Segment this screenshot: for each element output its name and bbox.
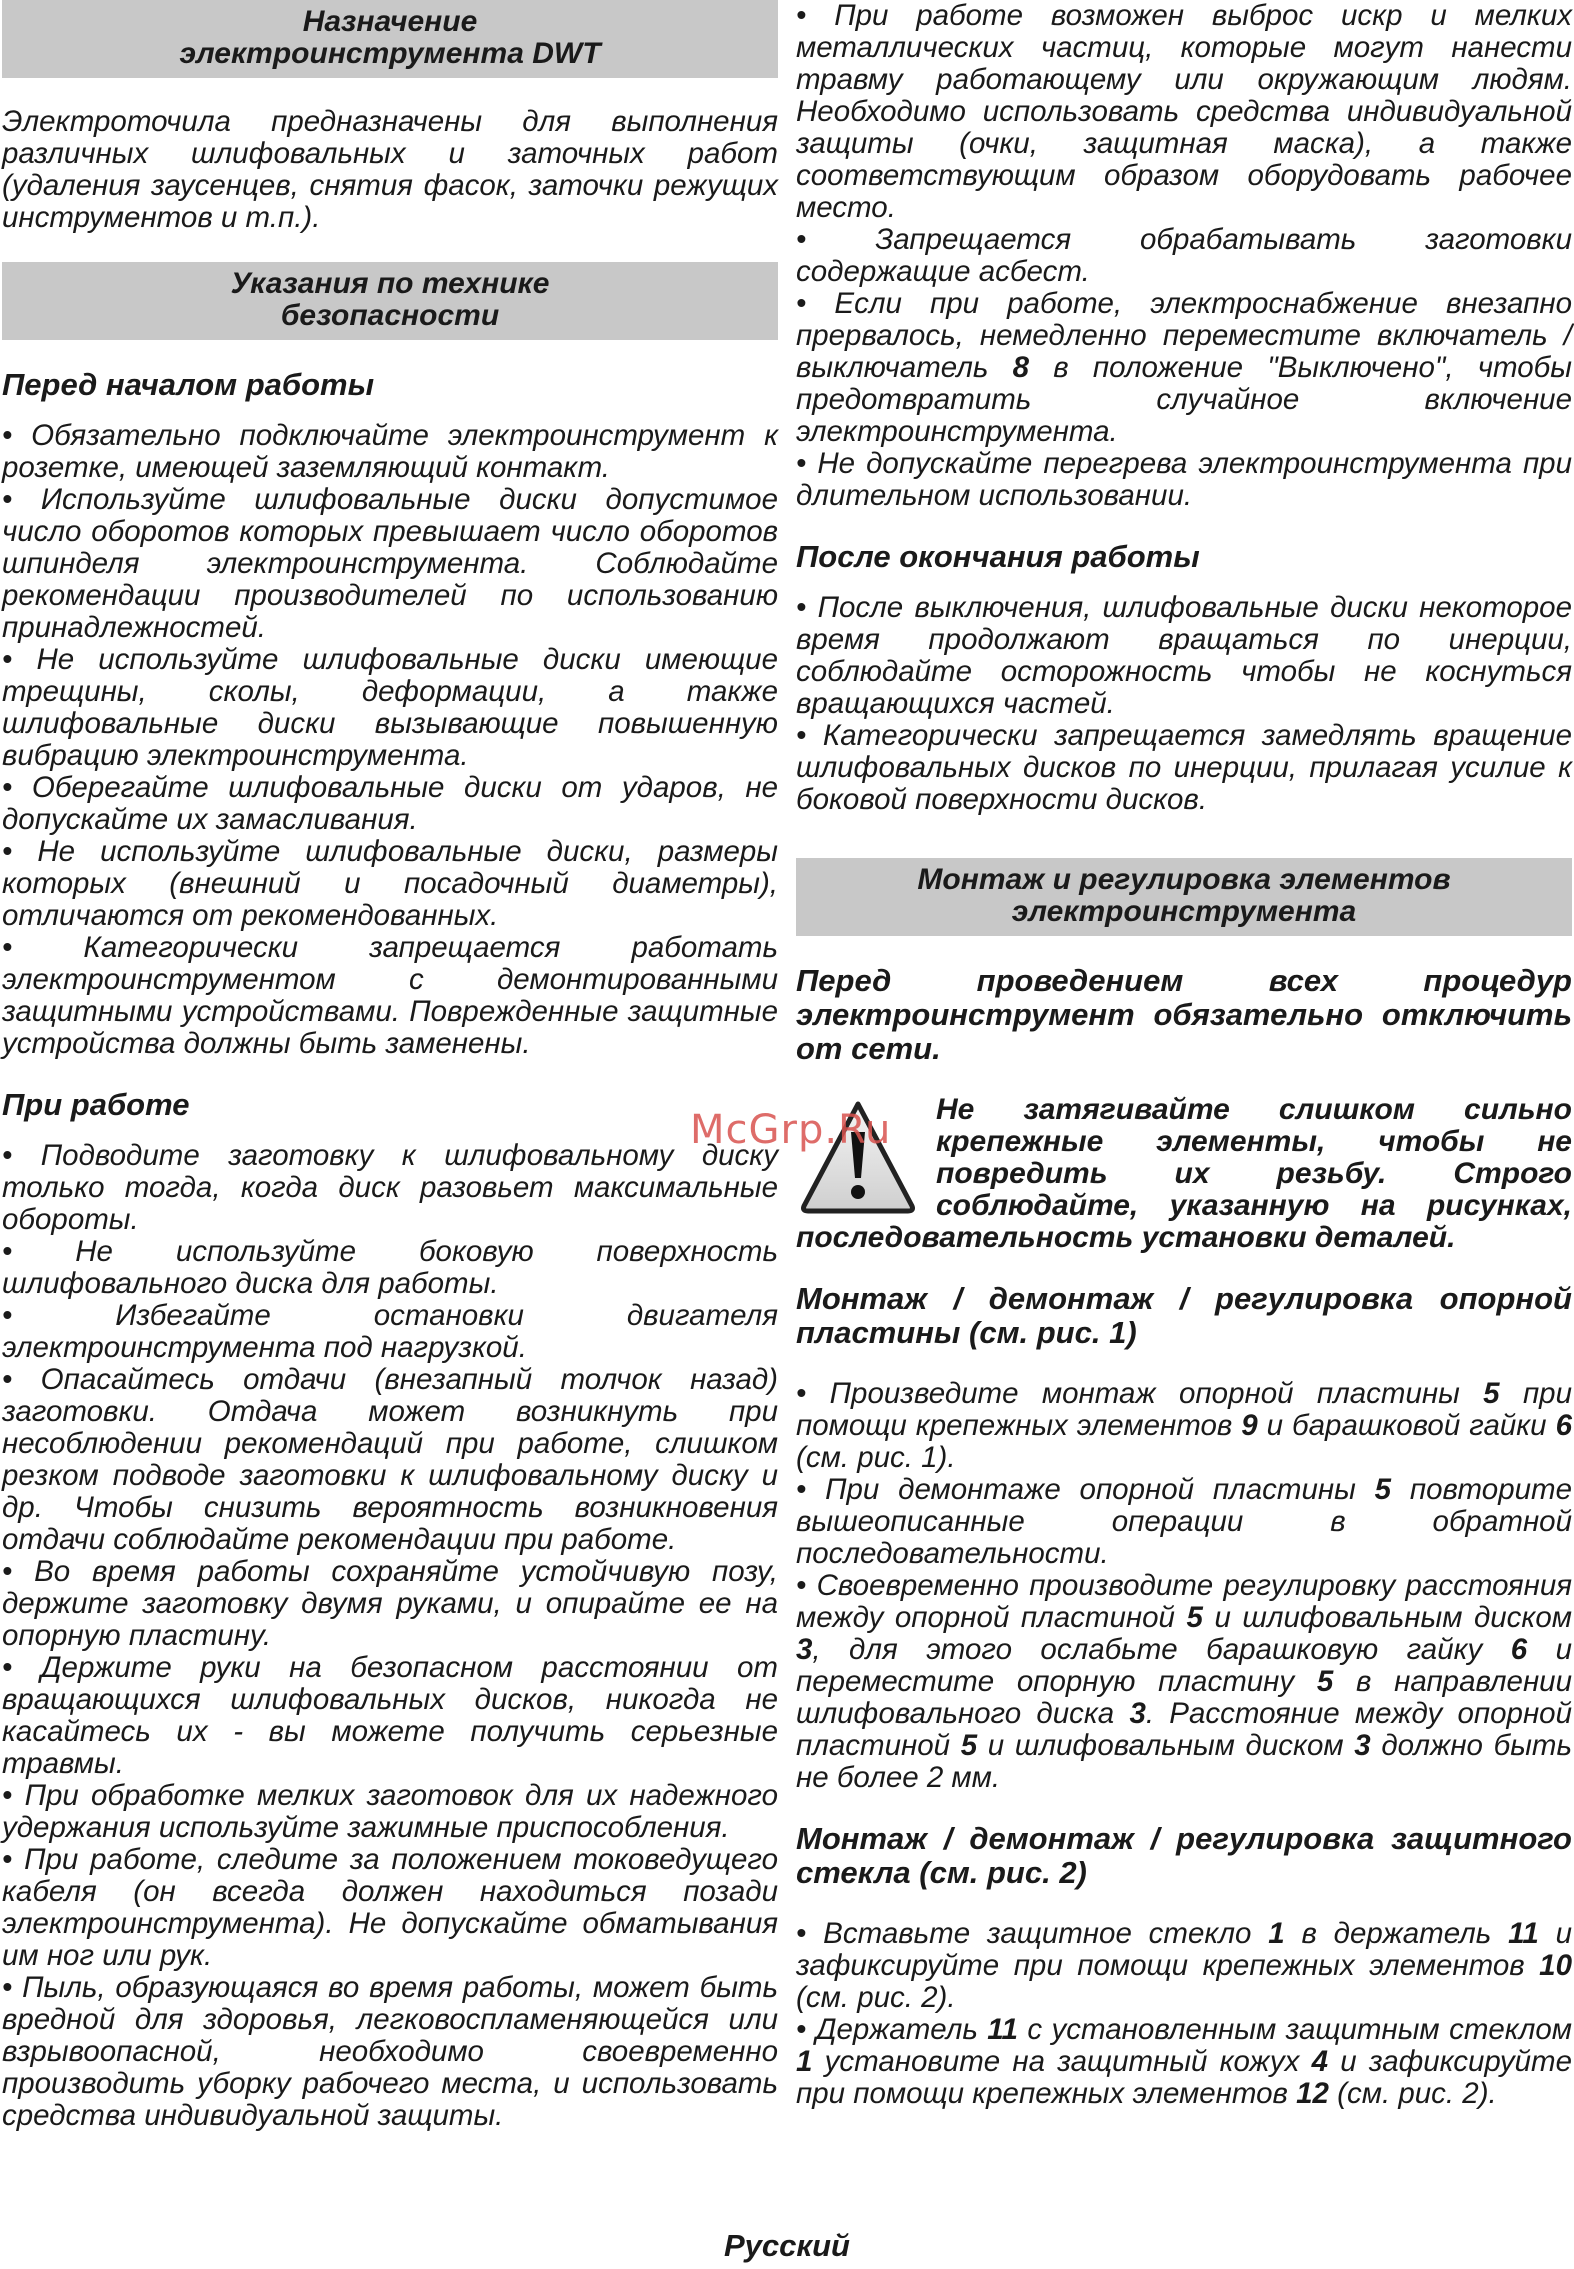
- list-item: • Подводите заготовку к шлифовальному диску только тогда, когда диск разовьет максимальные обороты.: [2, 1139, 778, 1236]
- list-item: • При работе, следите за положением токоведущего кабеля (он всегда должен находиться позади электроинструмента). Не допускайте обматывания им ног или рук.: [2, 1843, 778, 1972]
- list-item: • Обязательно подключайте электроинструмент к розетке, имеющей заземляющий контакт.: [2, 419, 778, 484]
- bullet-text: (см. рис. 2).: [1328, 2077, 1497, 2110]
- purpose-header-line-1: Назначение: [302, 5, 478, 38]
- list-item: [796, 1378, 1572, 1474]
- part-number: 1: [796, 2045, 813, 2078]
- list-item: • Не допускайте перегрева электроинструмента при длительном использовании.: [796, 447, 1572, 512]
- part-number: 5: [1186, 1601, 1203, 1634]
- after-work-title: После окончания работы: [796, 539, 1200, 574]
- part-number: 1: [1268, 1917, 1285, 1950]
- bullet-text: с установленным защитным стеклом: [1017, 2013, 1572, 2046]
- list-item: • При работе возможен выброс искр и мелких металлических частиц, которые могут нанести травму работающему или окружающим людям. Необходимо использовать средства индивидуальной защиты (очки, защитная маска), а также соответствующим образом оборудовать рабочее место.: [796, 0, 1572, 224]
- part-number: 5: [1316, 1665, 1334, 1698]
- watermark: McGrp.Ru: [690, 1107, 892, 1153]
- before-work-list: [2, 420, 778, 1060]
- safety-header-line-2: безопасности: [280, 299, 500, 332]
- part-number: 11: [987, 2013, 1018, 2046]
- right-column: [796, 0, 1572, 2110]
- safety-header: [2, 262, 778, 340]
- purpose-header: [2, 0, 778, 78]
- part-number: 5: [1483, 1377, 1500, 1410]
- part-number: 3: [1129, 1697, 1146, 1730]
- at-work-list: [2, 1140, 778, 2132]
- part-number: 3: [1354, 1729, 1371, 1762]
- list-item: • Во время работы сохраняйте устойчивую позу, держите заготовку двумя руками, и опирайте ее на опорную пластину.: [2, 1555, 778, 1652]
- list-item: • Категорически запрещается замедлять вращение шлифовальных дисков по инерции, прилагая усилие к боковой поверхности дисков.: [796, 719, 1572, 816]
- bullet-text: в направлении шлифовального диска: [796, 1665, 1572, 1730]
- list-item: • Используйте шлифовальные диски допустимое число оборотов которых превышает число оборотов шпинделя электроинструмента. Соблюдайте рекомендации производителей по использованию принадлежностей.: [2, 483, 778, 644]
- bullet-text: (см. рис. 2).: [796, 1981, 956, 2014]
- list-item: [796, 288, 1572, 448]
- bullet-text: • Произведите монтаж опорной пластины: [796, 1377, 1484, 1410]
- bullet-text: при помощи крепежных элементов: [796, 1377, 1572, 1442]
- bullet-text: и переместите опорную пластину: [796, 1633, 1572, 1698]
- page-footer-language: Русский: [724, 2228, 850, 2263]
- bullet-text: и шлифовальным диском: [1202, 1601, 1572, 1634]
- at-work-title: При работе: [2, 1087, 190, 1122]
- list-item: [796, 1570, 1572, 1794]
- list-item: • После выключения, шлифовальные диски некоторое время продолжают вращаться по инерции, соблюдайте осторожность чтобы не коснуться вращающихся частей.: [796, 591, 1572, 720]
- part-number: 3: [796, 1633, 813, 1666]
- assembly-header: [796, 858, 1572, 936]
- bullet-text: , для этого ослабьте барашковую гайку: [812, 1633, 1511, 1666]
- list-item: [796, 1918, 1572, 2014]
- warning-text: Не затягивайте слишком сильно крепежные элементы, чтобы не повредить их резьбу. Строго соблюдайте, указанную на рисунках, последовательность установки деталей.: [796, 1093, 1572, 1254]
- part-number: 9: [1241, 1409, 1258, 1442]
- bullet-text: • Вставьте защитное стекло: [796, 1917, 1269, 1950]
- list-item: • При обработке мелких заготовок для их надежного удержания используйте зажимные приспособления.: [2, 1779, 778, 1844]
- plate-title: Монтаж / демонтаж / регулировка опорной пластины (см. рис. 1): [796, 1281, 1572, 1350]
- list-item: • Запрещается обрабатывать заготовки содержащие асбест.: [796, 223, 1572, 288]
- bullet-text: . Расстояние между опорной пластиной: [796, 1697, 1572, 1762]
- list-item: [796, 2014, 1572, 2110]
- part-number: 6: [1510, 1633, 1528, 1666]
- bullet-text: установите на защитный кожух: [812, 2045, 1312, 2078]
- plate-list: [796, 1378, 1572, 1794]
- bullet-text: в положение "Выключено", чтобы предотвратить случайное включение электроинструмента.: [796, 351, 1572, 448]
- right-top-list: [796, 0, 1572, 512]
- bullet-text: и зафиксируйте при помощи крепежных элементов: [796, 2045, 1572, 2110]
- part-number: 6: [1555, 1409, 1572, 1442]
- part-number: 8: [1012, 351, 1030, 384]
- bullet-text: в держатель: [1284, 1917, 1509, 1950]
- list-item: • Категорически запрещается работать электроинструментом с демонтированными защитными устройствами. Поврежденные защитные устройства должны быть заменены.: [2, 931, 778, 1060]
- bullet-text: • При демонтаже опорной пластины: [796, 1473, 1375, 1506]
- bullet-text: и барашковой гайки: [1257, 1409, 1556, 1442]
- list-item: • Не используйте боковую поверхность шлифовального диска для работы.: [2, 1235, 778, 1300]
- disconnect-note: Перед проведением всех процедур электроинструмент обязательно отключить от сети.: [796, 963, 1572, 1066]
- purpose-header-line-2: электроинструмента DWT: [179, 37, 601, 70]
- assembly-header-line-2: электроинструмента: [1011, 895, 1357, 928]
- after-work-list: [796, 592, 1572, 816]
- list-item: • Не используйте шлифовальные диски имеющие трещины, сколы, деформации, а также шлифовальные диски вызывающие повышенную вибрацию электроинструмента.: [2, 643, 778, 772]
- safety-header-line-1: Указания по технике: [230, 267, 550, 300]
- part-number: 4: [1311, 2045, 1329, 2078]
- bullet-text: (см. рис. 1).: [796, 1441, 956, 1474]
- part-number: 5: [1374, 1473, 1392, 1506]
- left-column: [2, 0, 778, 2132]
- list-item: • Не используйте шлифовальные диски, размеры которых (внешний и посадочный диаметры), отличаются от рекомендованных.: [2, 835, 778, 932]
- list-item: • Избегайте остановки двигателя электроинструмента под нагрузкой.: [2, 1299, 778, 1364]
- bullet-text: повторите вышеописанные операции в обратной последовательности.: [796, 1473, 1572, 1570]
- bullet-text: и шлифовальным диском: [977, 1729, 1355, 1762]
- bullet-text: и зафиксируйте при помощи крепежных элементов: [796, 1917, 1572, 1982]
- glass-title: Монтаж / демонтаж / регулировка защитного стекла (см. рис. 2): [796, 1821, 1572, 1890]
- list-item: [796, 1474, 1572, 1570]
- part-number: 12: [1296, 2077, 1329, 2110]
- part-number: 11: [1508, 1917, 1539, 1950]
- bullet-text: • Своевременно производите регулировку расстояния между опорной пластиной: [796, 1569, 1572, 1634]
- bullet-text: должно быть не более 2 мм.: [796, 1729, 1573, 1794]
- list-item: • Опасайтесь отдачи (внезапный толчок назад) заготовки. Отдача может возникнуть при несоблюдении рекомендаций при работе, слишком резком подводе заготовки к шлифовальному диску и др. Чтобы снизить вероятность возникновения отдачи соблюдайте рекомендации при работе.: [2, 1363, 778, 1556]
- list-item: • Держите руки на безопасном расстоянии от вращающихся шлифовальных дисков, никогда не касайтесь их - вы можете получить серьезные травмы.: [2, 1651, 778, 1780]
- bullet-text: • Держатель: [796, 2013, 988, 2046]
- part-number: 10: [1539, 1949, 1572, 1982]
- before-work-title: Перед началом работы: [2, 367, 375, 402]
- glass-list: [796, 1918, 1572, 2110]
- part-number: 5: [960, 1729, 978, 1762]
- bullet-text: • Если при работе, электроснабжение внезапно прервалось, немедленно переместите включатель / выключатель: [796, 287, 1572, 384]
- purpose-text: Электроточила предназначены для выполнения различных шлифовальных и заточных работ (удаления заусенцев, снятия фасок, заточки режущих инструментов и т.п.).: [2, 105, 778, 234]
- list-item: • Пыль, образующаяся во время работы, может быть вредной для здоровья, легковоспламеняющейся или взрывоопасной, необходимо своевременно производить уборку рабочего места, и использовать средства индивидуальной защиты.: [2, 1971, 778, 2132]
- assembly-header-line-1: Монтаж и регулировка элементов: [917, 863, 1451, 896]
- list-item: • Оберегайте шлифовальные диски от ударов, не допускайте их замасливания.: [2, 771, 778, 836]
